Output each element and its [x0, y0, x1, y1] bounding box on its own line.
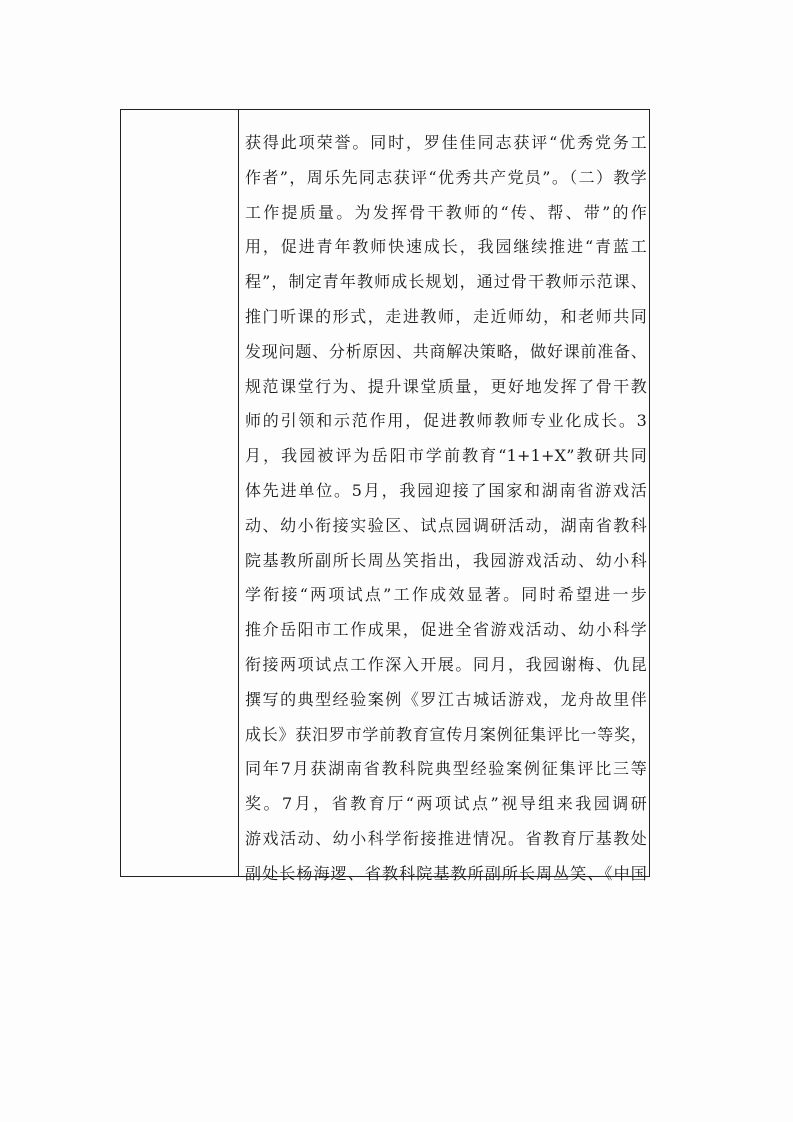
body-paragraph	[245, 126, 647, 892]
text-line: 撰写的典型经验案例《罗江古城话游戏，龙舟故里伴	[245, 689, 647, 709]
text-line: 衔接两项试点工作深入开展。同月，我园谢梅、仇昆	[245, 654, 647, 674]
text-line: 动、幼小衔接实验区、试点园调研活动，湖南省教科	[245, 515, 647, 535]
text-line: 工作提质量。为发挥骨干教师的“传、帮、带”的作	[245, 202, 647, 222]
text-line: 程”，制定青年教师成长规划，通过骨干教师示范课、	[245, 272, 647, 292]
text-line: 成长》获汨罗市学前教育宣传月案例征集评比一等奖，	[245, 724, 647, 744]
text-line: 学衔接“两项试点”工作成效显著。同时希望进一步	[245, 585, 647, 605]
text-line: 师的引领和示范作用，促进教师教师专业化成长。3	[245, 411, 647, 431]
text-line: 推门听课的形式，走进教师，走近师幼，和老师共同	[245, 306, 647, 326]
text-line: 副处长杨海逻、省教科院基教所副所长周丛笑、《中国	[245, 863, 647, 883]
text-line: 体先进单位。5月，我园迎接了国家和湖南省游戏活	[245, 480, 647, 500]
text-line: 奖。7月，省教育厅“两项试点”视导组来我园调研	[245, 794, 647, 814]
text-line: 作者”，周乐先同志获评“优秀共产党员”。（二）教学	[245, 167, 647, 187]
text-line: 月，我园被评为岳阳市学前教育“1+1+X”教研共同	[245, 446, 647, 466]
table-label-cell	[121, 110, 239, 876]
text-line: 推介岳阳市工作成果，促进全省游戏活动、幼小科学	[245, 620, 647, 640]
text-line: 发现问题、分析原因、共商解决策略，做好课前准备、	[245, 341, 647, 361]
text-line: 用，促进青年教师快速成长，我园继续推进“青蓝工	[245, 237, 647, 257]
text-line: 获得此项荣誉。同时，罗佳佳同志获评“优秀党务工	[245, 133, 647, 152]
form-table	[120, 109, 650, 883]
text-line: 游戏活动、幼小科学衔接推进情况。省教育厅基教处	[245, 828, 647, 848]
table-content-cell	[239, 110, 649, 883]
text-line: 同年7月获湖南省教科院典型经验案例征集评比三等	[245, 759, 647, 779]
text-line: 院基教所副所长周丛笑指出，我园游戏活动、幼小科	[245, 550, 647, 570]
text-line: 规范课堂行为、提升课堂质量，更好地发挥了骨干教	[245, 376, 647, 396]
